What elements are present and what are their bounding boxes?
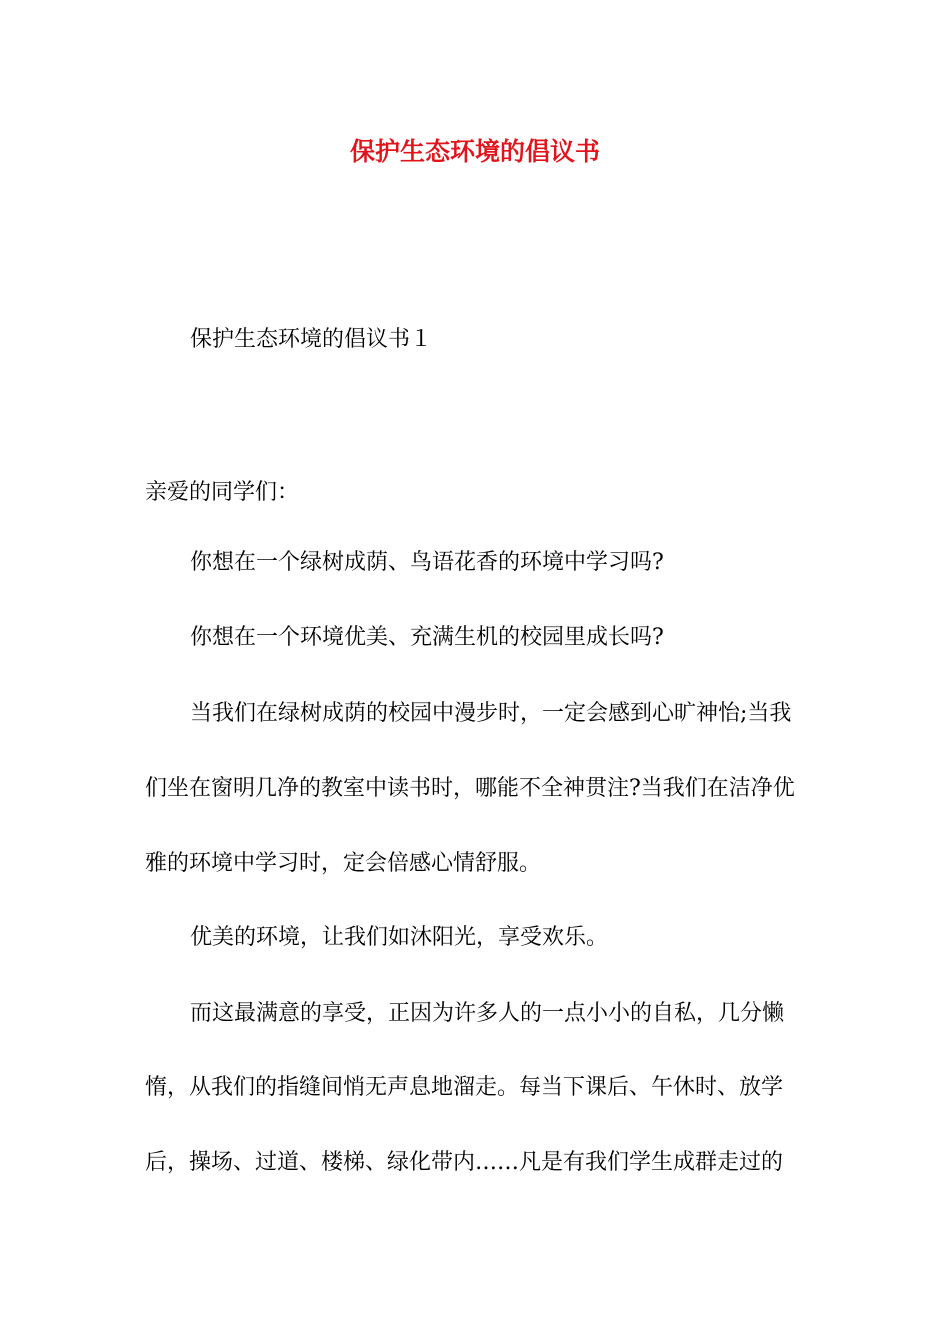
section-heading: 保护生态环境的倡议书１ xyxy=(190,327,433,352)
paragraph-line: 优美的环境，让我们如沐阳光，享受欢乐。 xyxy=(190,925,609,950)
document-title: 保护生态环境的倡议书 xyxy=(349,137,600,166)
paragraph-line: 你想在一个环境优美、充满生机的校园里成长吗? xyxy=(190,625,664,650)
paragraph-line: 你想在一个绿树成荫、鸟语花香的环境中学习吗? xyxy=(190,550,664,575)
paragraph-line: 惰，从我们的指缝间悄无声息地溜走。每当下课后、午休时、放学 xyxy=(145,1075,784,1100)
paragraph-line: 而这最满意的享受，正因为许多人的一点小小的自私，几分懒 xyxy=(190,1001,785,1026)
paragraph-line: 当我们在绿树成荫的校园中漫步时，一定会感到心旷神怡;当我 xyxy=(190,701,792,726)
salutation: 亲爱的同学们： xyxy=(145,480,300,505)
paragraph-line: 后，操场、过道、楼梯、绿化带内……凡是有我们学生成群走过的 xyxy=(145,1150,784,1175)
paragraph-line: 雅的环境中学习时，定会倍感心情舒服。 xyxy=(145,851,542,876)
paragraph-line: 们坐在窗明几净的教室中读书时，哪能不全神贯注?当我们在洁净优 xyxy=(145,776,795,801)
